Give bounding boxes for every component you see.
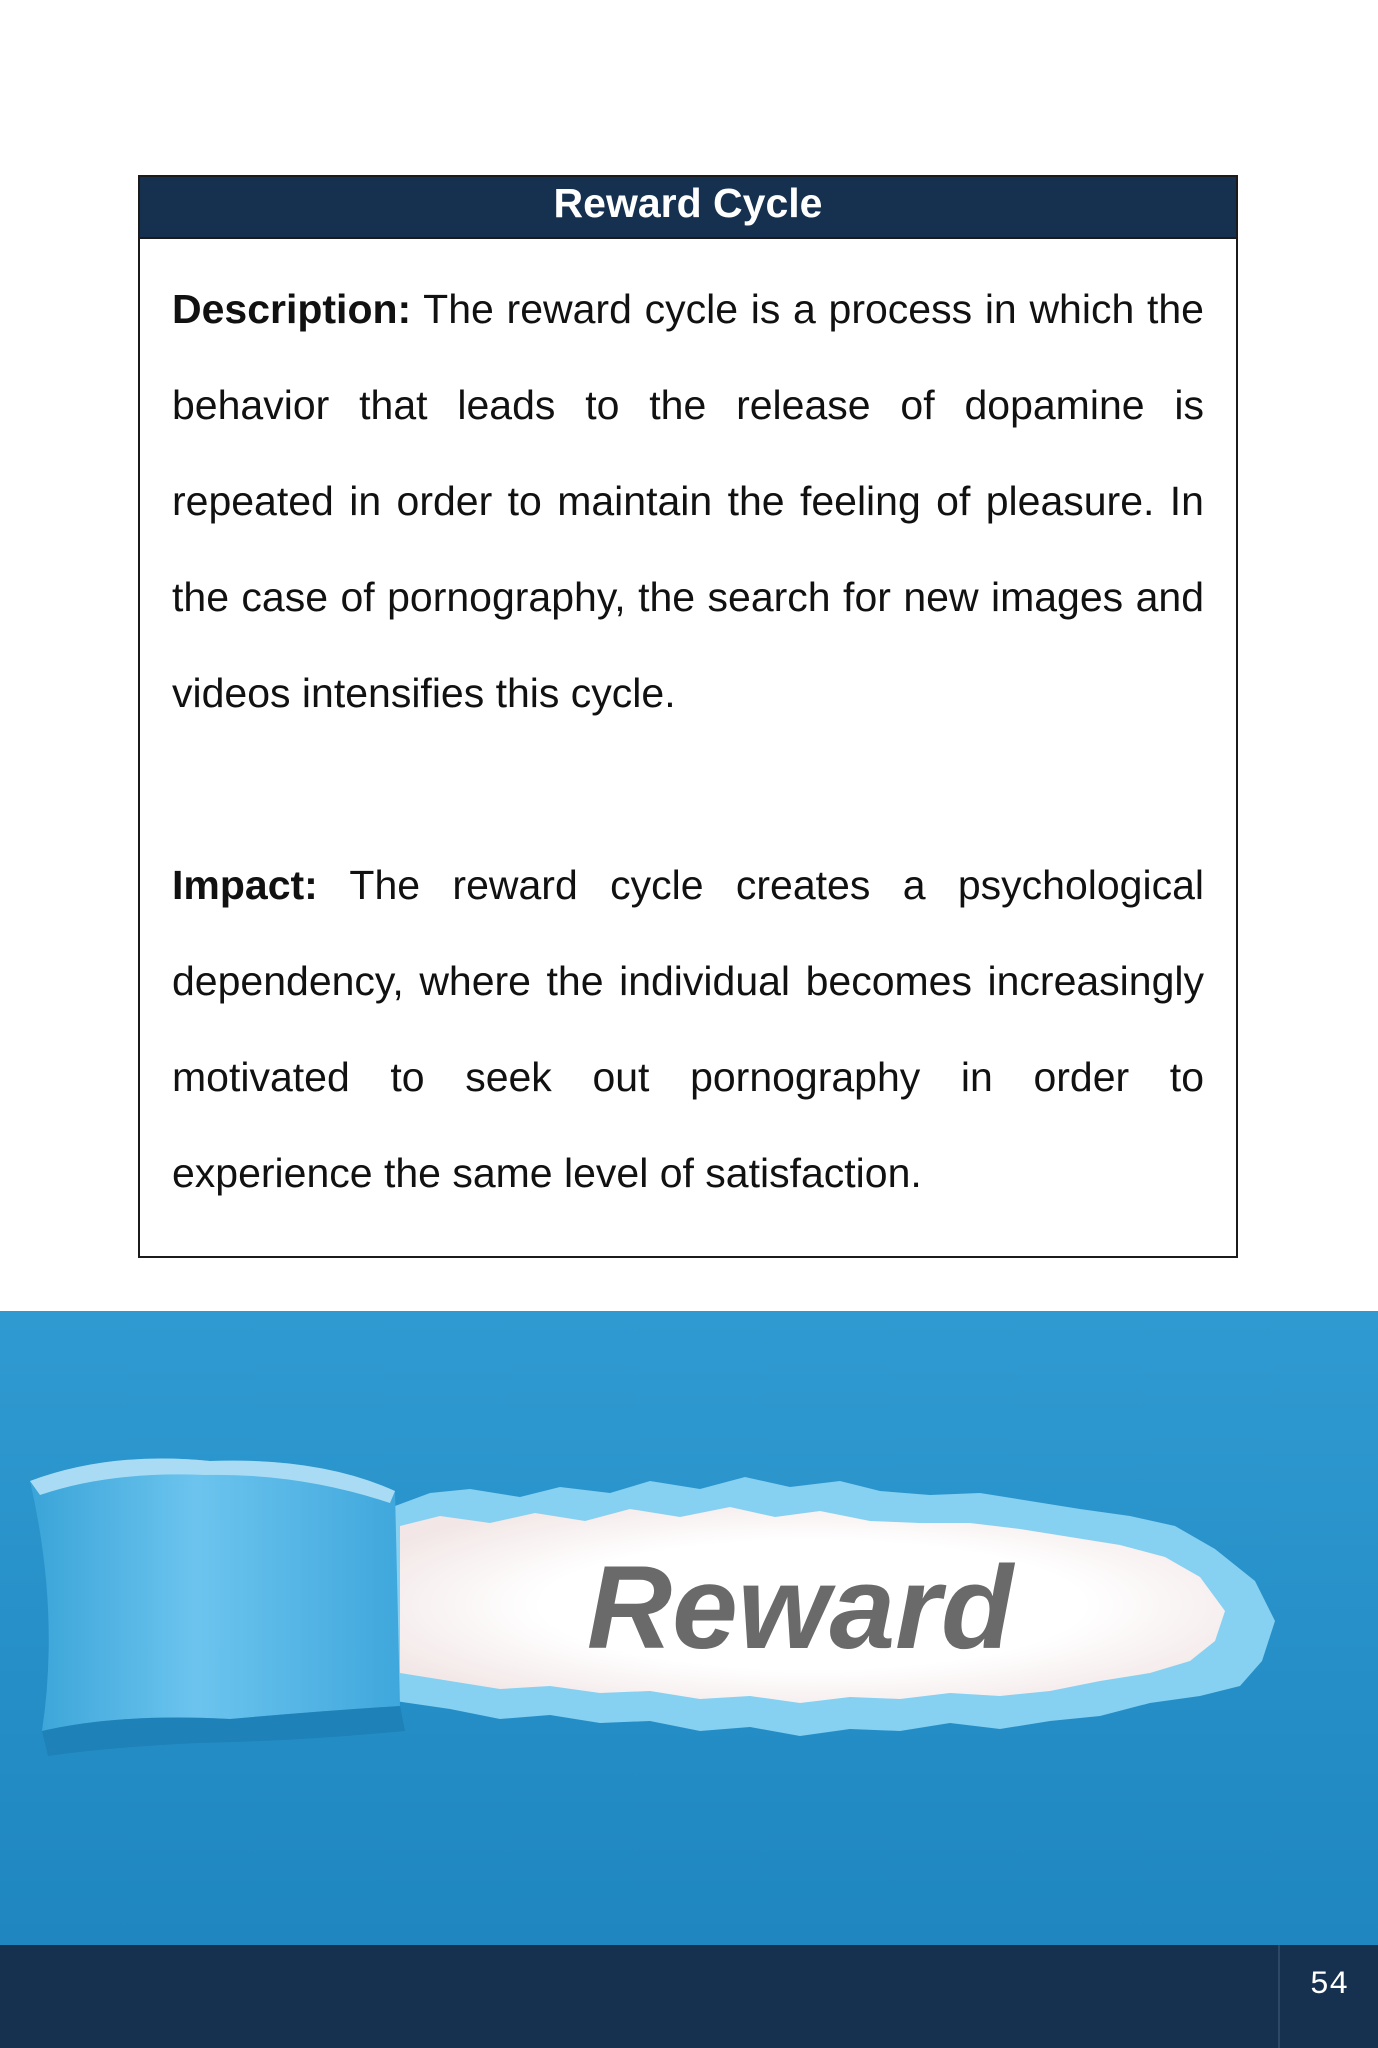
table-body [140,239,1236,1221]
torn-paper-illustration [0,1311,1378,1945]
page-number: 54 [1278,1945,1378,2048]
paragraph-spacer [172,741,1204,837]
reward-word: Reward [586,1542,1014,1674]
page-footer [0,1945,1378,2048]
torn-paper-reward-photo [0,1311,1378,1945]
impact-paragraph [172,837,1204,1221]
paper-curl [30,1459,400,1732]
description-label: Description: [172,286,412,332]
impact-text: The reward cycle creates a psychological dependency, where the individual becomes increasingly motivated to seek out pornography in order to experience the same level of satisfaction. [172,862,1204,1196]
reward-cycle-table [138,175,1238,1258]
description-paragraph [172,261,1204,741]
description-text: The reward cycle is a process in which the behavior that leads to the release of dopamine is repeated in order to maintain the feeling of pleasure. In the case of pornography, the search for new images and videos intensifies this cycle. [172,286,1204,716]
table-header: Reward Cycle [140,177,1236,239]
impact-label: Impact: [172,862,318,908]
